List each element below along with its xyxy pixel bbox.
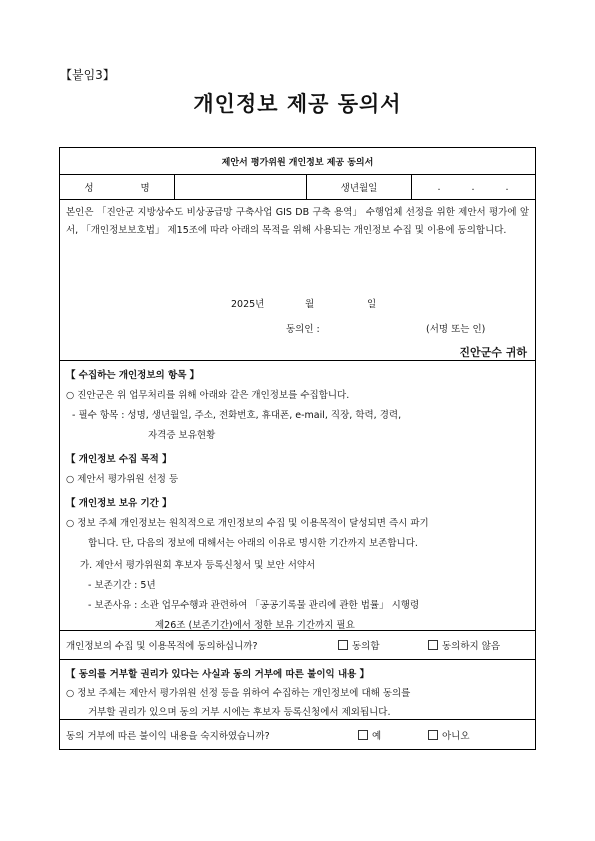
items-line-1: ○ 진안군은 위 업무처리를 위해 아래와 같은 개인정보를 수집합니다.	[66, 390, 350, 401]
privacy-info	[60, 361, 535, 631]
recipient: 진안군수 귀하	[459, 346, 527, 359]
signature-hint: (서명 또는 인)	[426, 324, 486, 335]
disagree-label: 동의하지 않음	[442, 641, 501, 652]
refusal-heading: 【 동의를 거부할 권리가 있다는 사실과 동의 거부에 따른 불이익 내용 】	[66, 669, 370, 680]
retention-line-5: - 보존사유 : 소관 업무수행과 관련하여 「공공기록물 관리에 관한 법률」 시행령	[88, 600, 420, 611]
purpose-line: ○ 제안서 평가위원 선정 등	[66, 474, 179, 485]
attachment-label: 【붙임3】	[60, 68, 115, 82]
items-line-3: 자격증 보유현황	[148, 430, 216, 441]
dob-field[interactable]: . . .	[437, 181, 523, 193]
consent-statement	[60, 200, 535, 361]
agree-option[interactable]	[338, 638, 380, 652]
name-dob-row	[60, 175, 535, 200]
form-title: 제안서 평가위원 개인정보 제공 동의서	[60, 148, 535, 175]
date-day: 일	[367, 299, 377, 310]
date-year: 2025년	[231, 299, 265, 310]
retention-line-3: 가. 제안서 평가위원회 후보자 등록신청서 및 보안 서약서	[80, 560, 316, 571]
consent-question: 개인정보의 수집 및 이용목적에 동의하십니까?	[66, 641, 258, 652]
page-title: 개인정보 제공 동의서	[193, 92, 402, 116]
refusal-info	[60, 660, 535, 720]
retention-line-4: - 보존기간 : 5년	[88, 580, 156, 591]
no-option[interactable]	[428, 728, 470, 742]
consent-text: 본인은 「진안군 지방상수도 비상공급망 구축사업 GIS DB 구축 용역」 수행업체 선정을 위한 제안서 평가에 앞서, 「개인정보보호법」 제15조에 따라 아래의 목적을 위해 사용되는 개인정보 수집 및 이용에 동의합니다.	[66, 207, 529, 236]
refusal-line-2: 거부할 권리가 있으며 동의 거부 시에는 후보자 등록신청에서 제외됩니다.	[88, 707, 391, 718]
agree-label: 동의함	[352, 641, 380, 652]
no-label: 아니오	[442, 730, 470, 742]
agree-checkbox[interactable]	[338, 640, 348, 650]
retention-line-1: ○ 정보 주체 개인정보는 원칙적으로 개인정보의 수집 및 이용목적이 달성되면 즉시 파기	[66, 518, 429, 529]
date-month: 월	[305, 299, 315, 310]
signer-label: 동의인 :	[286, 324, 320, 335]
retention-line-2: 합니다. 단, 다음의 정보에 대해서는 아래의 이유로 명시한 기간까지 보존합니다.	[88, 538, 418, 549]
items-line-2: - 필수 항목 : 성명, 생년월일, 주소, 전화번호, 휴대폰, e-mail, 직장, 학력, 경력,	[72, 410, 402, 421]
consent-form	[59, 147, 536, 750]
no-checkbox[interactable]	[428, 730, 438, 740]
items-heading: 【 수집하는 개인정보의 항목 】	[66, 370, 200, 381]
yes-option[interactable]	[358, 728, 381, 742]
name-label: 성 명	[60, 175, 175, 199]
acknowledge-question-row	[60, 720, 535, 749]
yes-label: 예	[372, 730, 382, 742]
name-field[interactable]	[175, 175, 307, 199]
purpose-heading: 【 개인정보 수집 목적 】	[66, 454, 172, 465]
dob-label: 생년월일	[307, 175, 412, 199]
yes-checkbox[interactable]	[358, 730, 368, 740]
disagree-option[interactable]	[428, 638, 500, 652]
retention-heading: 【 개인정보 보유 기간 】	[66, 498, 172, 509]
retention-line-6: 제26조 (보존기간)에서 정한 보유 기간까지 필요	[155, 620, 355, 631]
consent-question-row	[60, 631, 535, 660]
acknowledge-question: 동의 거부에 따른 불이익 내용을 숙지하였습니까?	[66, 730, 270, 742]
refusal-line-1: ○ 정보 주체는 제안서 평가위원 선정 등을 위하여 수집하는 개인정보에 대해 동의를	[66, 688, 411, 699]
disagree-checkbox[interactable]	[428, 640, 438, 650]
